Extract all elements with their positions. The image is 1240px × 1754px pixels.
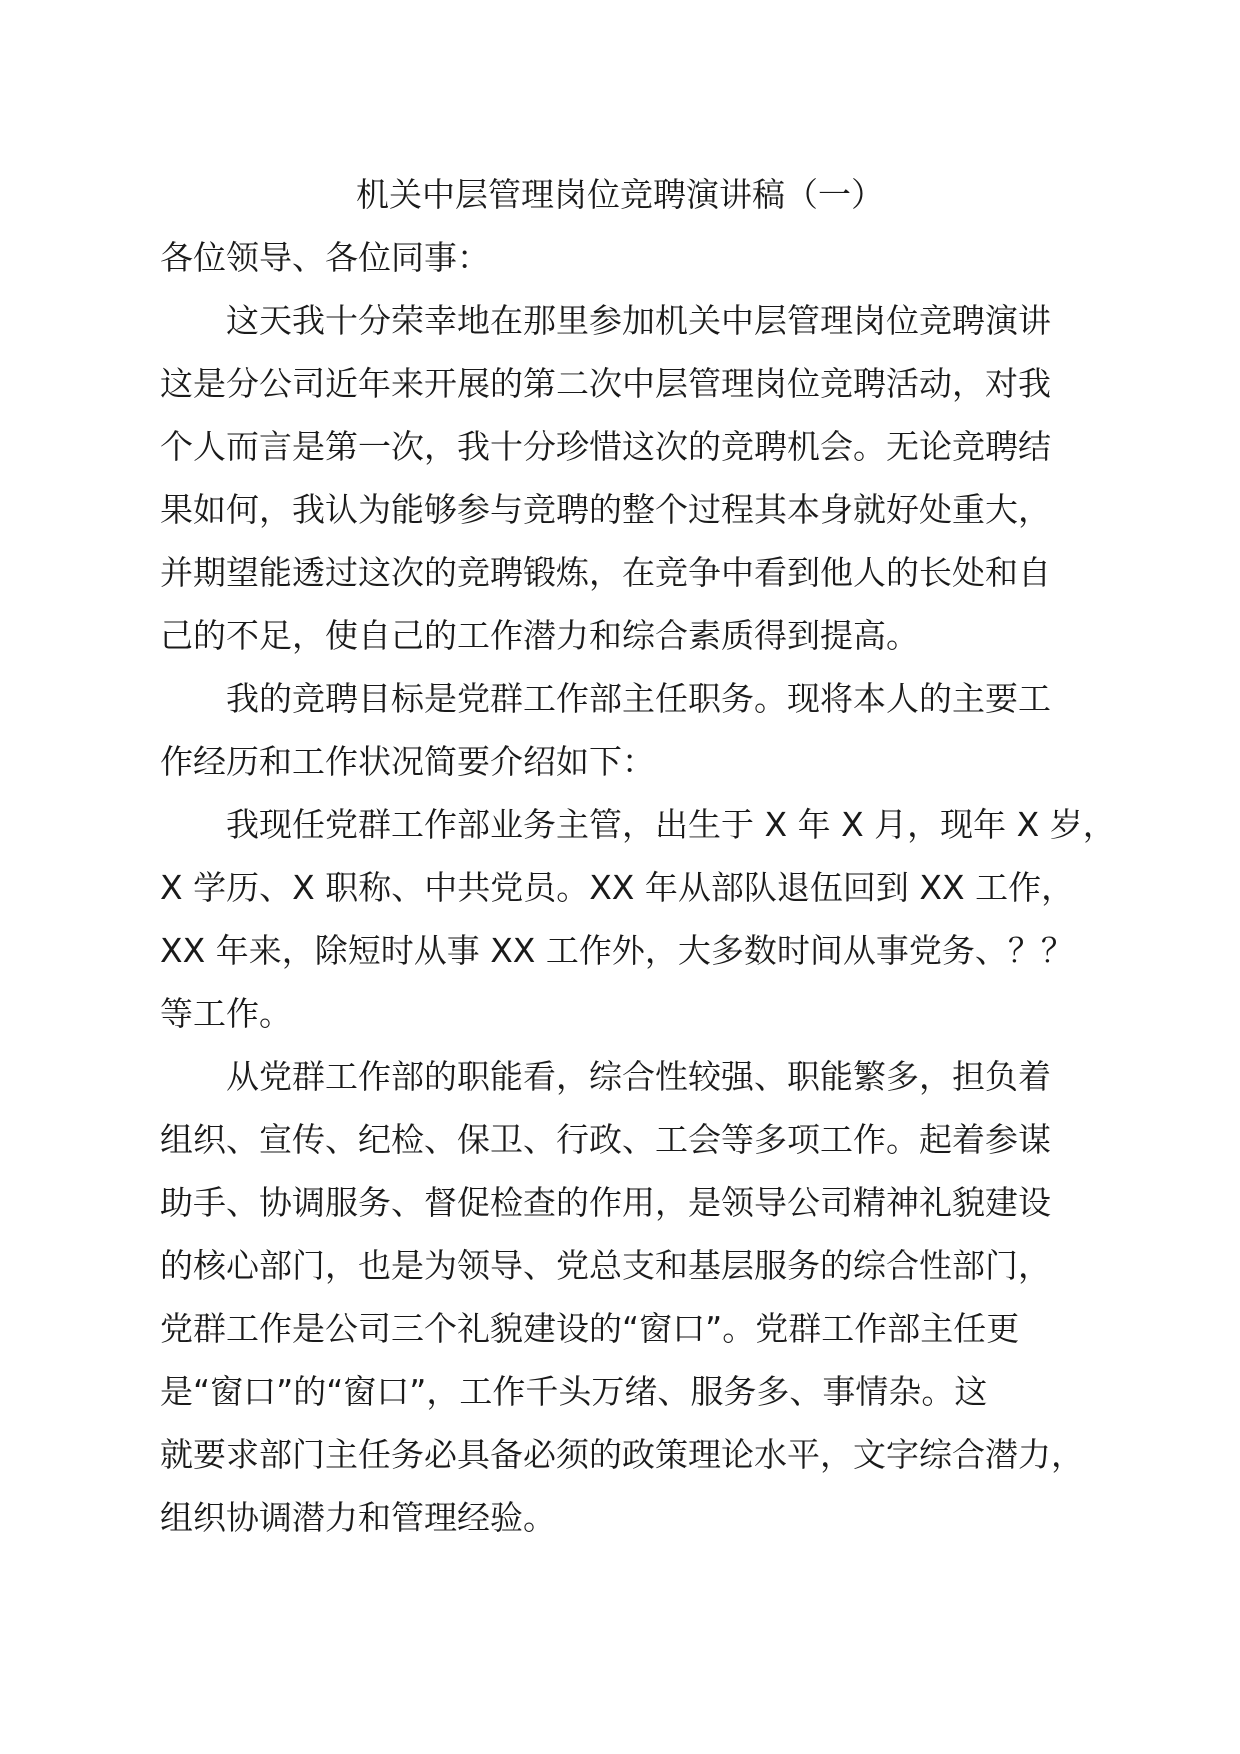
paragraph-line: 作经历和工作状况简要介绍如下： (160, 742, 655, 781)
paragraph-line: 等工作。 (160, 994, 292, 1033)
paragraph-line: 个人而言是第一次，我十分珍惜这次的竞聘机会。无论竞聘结 (160, 427, 1051, 466)
paragraph-line: 并期望能透过这次的竞聘锻炼，在竞争中看到他人的长处和自 (160, 553, 1051, 592)
paragraph-line: 己的不足，使自己的工作潜力和综合素质得到提高。 (160, 616, 919, 655)
paragraph-line: 是“窗口”的“窗口”，工作千头万绪、服务多、事情杂。这 (160, 1372, 988, 1411)
paragraph-line: 党群工作是公司三个礼貌建设的“窗口”。党群工作部主任更 (160, 1309, 1020, 1348)
paragraph-line: 组织、宣传、纪检、保卫、行政、工会等多项工作。起着参谋 (160, 1120, 1051, 1159)
paragraph-line: 我的竞聘目标是党群工作部主任职务。现将本人的主要工 (226, 679, 1051, 718)
paragraph-line: 这天我十分荣幸地在那里参加机关中层管理岗位竞聘演讲 (226, 301, 1051, 340)
paragraph-line: 组织协调潜力和管理经验。 (160, 1498, 556, 1537)
paragraph-line: 助手、协调服务、督促检查的作用，是领导公司精神礼貌建设 (160, 1183, 1051, 1222)
paragraph-line: 果如何，我认为能够参与竞聘的整个过程其本身就好处重大， (160, 490, 1051, 529)
paragraph-line: XX 年来，除短时从事 XX 工作外，大多数时间从事党务、？？ (160, 931, 1074, 970)
paragraph-line: 我现任党群工作部业务主管，出生于 X 年 X 月，现年 X 岁， (226, 805, 1116, 844)
paragraph-line: 的核心部门，也是为领导、党总支和基层服务的综合性部门， (160, 1246, 1051, 1285)
paragraph-line: 这是分公司近年来开展的第二次中层管理岗位竞聘活动，对我 (160, 364, 1051, 403)
paragraph-line: X 学历、X 职称、中共党员。XX 年从部队退伍回到 XX 工作， (160, 868, 1075, 907)
salutation: 各位领导、各位同事： (160, 238, 490, 277)
document-title: 机关中层管理岗位竞聘演讲稿（一） (356, 175, 884, 214)
paragraph-line: 从党群工作部的职能看，综合性较强、职能繁多，担负着 (226, 1057, 1051, 1096)
paragraph-line: 就要求部门主任务必具备必须的政策理论水平，文字综合潜力， (160, 1435, 1084, 1474)
